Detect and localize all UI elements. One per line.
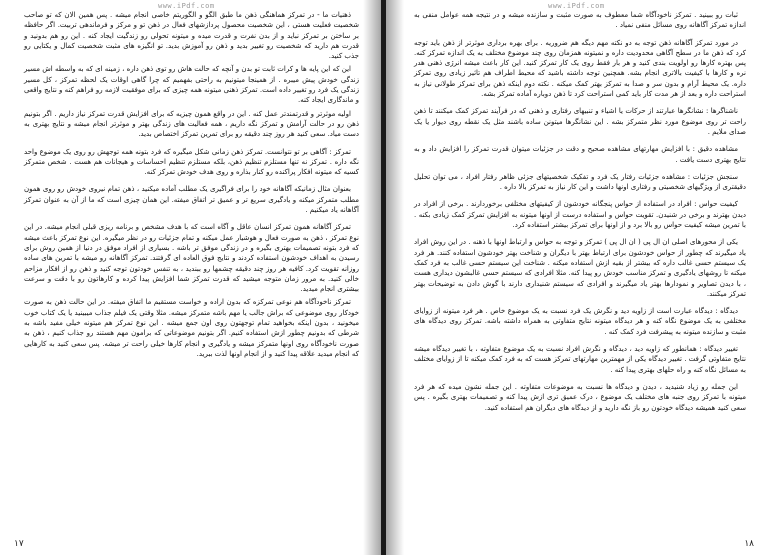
left-paragraph-1: ذهنیات ما - در تمرکز هماهنگی ذهن ما طبق الگو و الگوریتم خاصی انجام میشه . پس همین الان که تو صاحب شخصیت فعلیت هستی ، این شخصیت محصول پردازشهای فعال در ذهن تو و مرکز و فرماندهی تربیت. اگر حافظه بر ساختن بر تمرکز نباید و از بدن نفرت و قدرت میده و میتونه تحولی رو زندگیت ایجاد کنه . این رو هم بدونید و قدرت هم دارید که شخصیت رو تغییر بدید و ذهن رو آموزش بدید. تو انگیزه های مثبت شخصیت کمال و یکتایی رو جذب کنید. — [24, 11, 359, 61]
right-paragraph-2: در مورد تمرکز آگاهانه ذهن توجه به دو نکته مهم دیگه هم ضروریه . برای بهره برداری موثرتر از ذهن باید توجه کرد که ذهن ما در سطح آگاهی محدودیت داره و نمیتونه همزمان روی چند موضوع مختلف به یک اندازه تمرکز کنه. پس بهتره کارها رو اولویت بندی کنید و هر بار فقط روی یک کار تمرکز کنید. این کار باعث میشه انرژی ذهنی هدر نره و کارها با کیفیت بالاتری انجام بشه. همچنین توجه داشته باشید که محیط اطراف هم تاثیر زیادی روی تمرکز داره. یک محیط آرام و بدون سر و صدا به تمرکز بهتر کمک میکنه . نکته دوم اینکه ذهن برای تمرکز طولانی نیاز به استراحت داره و بعد از هر مدت کار باید کمی استراحت کرد تا ذهن دوباره آماده تمرکز بشه. — [414, 38, 746, 99]
right-paragraph-4: مشاهده دقیق : با افزایش مهارتهای مشاهده صحیح و دقت در جزئیات میتوان قدرت تمرکز را افزایش داد و به نتایج بهتری دست یافت . — [414, 145, 746, 164]
left-watermark: www.iPdf.com — [158, 2, 215, 10]
right-paragraph-8: دیدگاه : دیدگاه عبارت است از زاویه دید و نگرش یک فرد نسبت به یک موضوع خاص . هر فرد میتونه از زوایای مختلفی به یک موضوع نگاه کنه و هر دیدگاه میتونه نتایج متفاوتی به همراه داشته باشه. تمرکز روی دیدگاه های مثبت و سازنده میتونه به پیشرفت فرد کمک کنه . — [414, 307, 746, 336]
right-paragraph-3: ناشناگرها : نشانگرها عبارتند از حرکات یا اشیاء و تنبیهای رفتاری و ذهنی که در فرآیند تمرکز کمک میکنند تا ذهن راحت تر روی موضوع مورد نظر متمرکز بشه . این نشانگرها میتونن ساده باشند مثل یک نقطه روی دیوار یا یک صدای ملایم . — [414, 107, 746, 136]
left-paragraph-2: این که این پایه ها و کرات ثابت تو بدن و آنچه که حالت هاش رو توی ذهن داره ، زمینه ای که به واسطه اش مسیر زندگی خودش پیش میبره . از همینجا میتونیم به راحتی بفهمیم که چرا گاهی اوقات یک لحظه تمرکز ، کل مسیر زندگی یک فرد رو تغییر داده است. تمرکز ذهنی میتونه همه چیزی که برای موفقیت لازمه رو فراهم کنه و نتایج واقعی و ماندگاری ایجاد کنه. — [24, 65, 359, 105]
right-paragraph-6: کیفیت حواس : افراد در استفاده از حواس پنجگانه خودشون از کیفیتهای مختلفی برخوردارند . برخی از افراد در دیدن بهترند و برخی در شنیدن. تقویت حواس و استفاده درست از اونها میتونه به افزایش تمرکز کمک زیادی بکنه . با تمرین میشه کیفیت حواس رو بالا برد و از اونها برای تمرکز بیشتر استفاده کرد. — [414, 200, 746, 230]
left-paragraph-5: بعنوان مثال زمانیکه آگاهانه خود را برای فراگیری یک مطلب آماده میکنید ، ذهن تمام نیروی خودش رو روی همون مطلب متمرکز میکنه و یادگیری سریع تر و عمیق تر اتفاق میفته. این همان چیزی است که ما از آن به عنوان تمرکز آگاهانه یاد میکنیم . — [24, 185, 359, 215]
right-watermark: www.iPdf.com — [548, 2, 605, 10]
right-paragraph-1: ثبات رو ببینید . تمرکز ناخودآگاه شما معطوف به صورت مثبت و سازنده میشه و در نتیجه همه عوامل منفی به اندازه تمرکز آگاهانه روی مسائل منفی نمیاد . — [414, 11, 746, 30]
left-paragraph-4: تمرکز : آگاهی بر تو نتوانست. تمرکز ذهن زمانی شکل میگیره که فرد بتونه همه توجهش رو روی یک موضوع واحد نگه داره . تمرکز نه تنها مستلزم تنظیم ذهن، بلکه مستلزم تنظیم احساسات و هیجانات هم هست . شخص متمرکز کسیه که میتونه افکار پراکنده رو کنار بذاره و روی هدف خودش تمرکز کنه. — [24, 147, 359, 177]
left-paragraph-3: اولیه موثرتر و قدرتمندتر عمل کنه . این در واقع همون چیزیه که برای افزایش قدرت تمرکز نیاز داریم . اگر بتونیم ذهن رو در حالت آرامش و تمرکز نگه داریم ، همه فعالیت های زندگی بهتر و موثرتر انجام میشه و نتایج بهتری به دست میاد. سعی کنید هر روز چند دقیقه رو برای تمرین تمرکز اختصاص بدید. — [24, 109, 359, 139]
right-page — [386, 0, 768, 555]
right-paragraph-10: این جمله رو زیاد شنیدید ، دیدن و دیدگاه ها نسبت به موضوعات متفاوته . این جمله نشون میده که هر فرد میتونه با تمرکز روی جنبه های مختلف یک موضوع ، درک عمیق تری ازش پیدا کنه و تصمیمات بهتری بگیره . پس سعی کنید همیشه دیدگاه خودتون رو باز نگه دارید و از دیدگاه های دیگران هم استفاده کنید. — [414, 382, 746, 412]
left-page-text — [24, 10, 359, 362]
right-paragraph-7: یکی از محورهای اصلی ان ال پی ( ان ال پی ) تمرکز و توجه به حواس و ارتباط اونها با ذهنه . در این روش افراد یاد میگیرند که چطور از حواس خودشون برای ارتباط بهتر با دیگران و شناخت بهتر خودشون استفاده کنند. هر فرد یک سیستم حسی غالب داره که بیشتر از بقیه ازش استفاده میکنه . شناخت این سیستم حسی غالب به فرد کمک میکنه تا روشهای یادگیری و تمرکز مناسب خودش رو پیدا کنه. مثلا افرادی که سیستم حسی غالبشون دیداری هست ، با دیدن تصاویر و نمودارها بهتر یاد میگیرند و افرادی که سیستم شنیداری دارند با گوش دادن به توضیحات بهتر تمرکز میکنند. — [414, 238, 746, 298]
right-page-text — [414, 10, 746, 416]
right-paragraph-5: سنجش جزئیات : مشاهده جزئیات رفتار یک فرد و تفکیک شخصیتهای جزئی ظاهر رفتار افراد ، می توان تحلیل دقیقتری از ویژگیهای شخصیتی و رفتاری اونها داشت و این کار نیاز به تمرکز بالا داره . — [414, 172, 746, 192]
left-page-gutter-shadow — [363, 0, 381, 555]
left-paragraph-7: تمرکز ناخودآگاه هم نوعی تمرکزه که بدون اراده و خواست مستقیم ما اتفاق میفته. در این حالت ذهن به صورت خودکار روی موضوعی که براش جالب یا مهم باشه متمرکز میشه. مثلا وقتی یک فیلم جذاب میبینید یا یک کتاب خوب میخونید ، بدون اینکه بخواهید تمام توجهتون روی اون جمع میشه . این نوع تمرکز هم میتونه خیلی مفید باشه به شرطی که بدونیم چطور ازش استفاده کنیم. اگر بتونیم موضوعاتی که برامون مهم هستند رو جذاب کنیم ، ذهن به صورت ناخودآگاه روی اونها متمرکز میشه و یادگیری و انجام کارها خیلی راحت تر میشه. پس سعی کنید به کارهایی که انجام میدید علاقه پیدا کنید و از انجام اونها لذت ببرید. — [24, 298, 359, 358]
left-page — [0, 0, 381, 555]
left-paragraph-6: تمرکز آگاهانه همون تمرکز انسان عاقل و آگاه است که با هدف مشخص و برنامه ریزی قبلی انجام میشه. در این نوع تمرکز ، ذهن به صورت فعال و هوشیار عمل میکنه و تمام جزئیات رو در نظر میگیره. این نوع تمرکز باعث میشه که فرد بتونه تصمیمات بهتری بگیره و در زندگی موفق تر باشه . بسیاری از افراد موفق در دنیا از همین روش برای رسیدن به اهداف خودشون استفاده کردند و نتایج فوق العاده ای گرفتند. تمرکز آگاهانه رو میشه با تمرین های ساده روزانه تقویت کرد. کافیه هر روز چند دقیقه چشمها رو ببندید ، به تنفس خودتون توجه کنید و ذهن رو از افکار مزاحم خالی کنید. به مرور زمان متوجه میشید که قدرت تمرکز شما افزایش پیدا کرده و کارهاتون رو با دقت و سرعت بیشتری انجام میدید. — [24, 223, 359, 294]
left-page-number: ۱۷ — [14, 539, 24, 549]
right-paragraph-9: تغییر دیدگاه : همانطور که زاویه دید ، دیدگاه و نگرش افراد نسبت به یک موضوع متفاوته ، با تغییر دیدگاه میشه نتایج متفاوتی گرفت . تغییر دیدگاه یکی از مهمترین مهارتهای تمرکز هست که به فرد کمک میکنه تا از زوایای مختلف به مسائل نگاه کنه و راه حلهای بهتری پیدا کنه . — [414, 345, 746, 374]
right-page-number: ۱۸ — [744, 539, 754, 549]
right-page-gutter-shadow — [386, 0, 404, 555]
